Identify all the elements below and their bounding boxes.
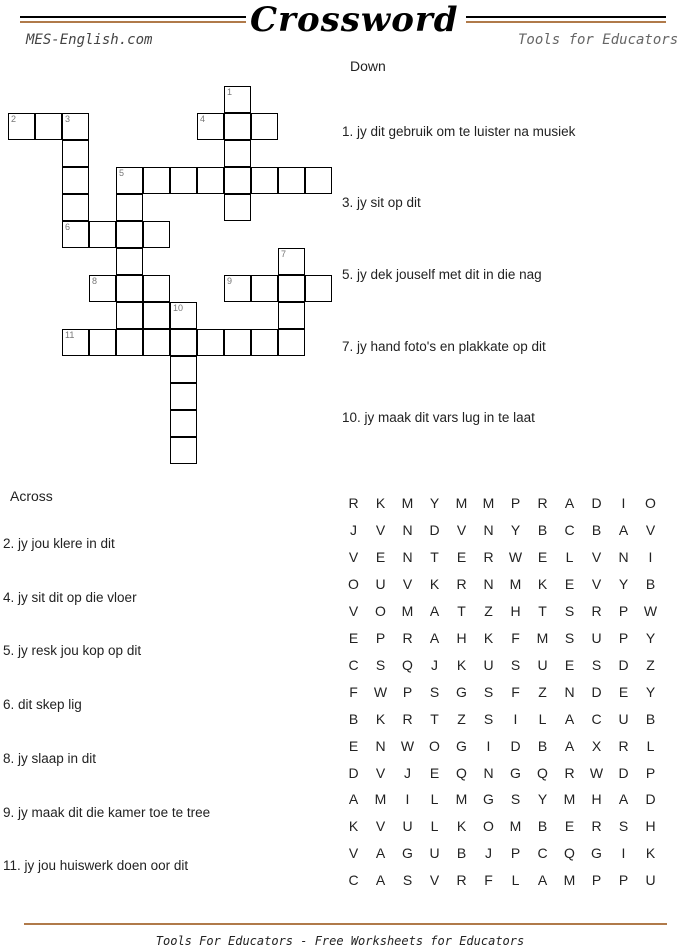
word-search-letter[interactable]: V (456, 521, 467, 538)
word-search-letter[interactable]: O (429, 737, 440, 754)
word-search-letter[interactable]: G (483, 791, 494, 808)
word-search-letter[interactable]: W (400, 737, 415, 754)
word-search-letter[interactable]: D (618, 764, 629, 781)
word-search-letter[interactable]: G (591, 845, 602, 862)
clue-number: 9 (227, 276, 233, 286)
word-search-letter[interactable]: K (645, 845, 656, 862)
crossword-cell[interactable] (143, 221, 170, 248)
crossword-cell[interactable] (116, 329, 143, 356)
word-search-letter[interactable]: U (402, 818, 413, 835)
word-search-letter[interactable]: G (456, 683, 467, 700)
crossword-cell[interactable] (251, 167, 278, 194)
clue-number: 1 (227, 87, 233, 97)
word-search-row (340, 872, 664, 888)
word-search-letter[interactable]: R (456, 575, 467, 592)
crossword-cell[interactable] (251, 329, 278, 356)
word-search-letter[interactable]: L (430, 791, 439, 808)
word-search-letter[interactable]: S (510, 791, 521, 808)
word-search-letter[interactable]: C (537, 845, 548, 862)
crossword-cell[interactable] (116, 167, 143, 194)
crossword-cell[interactable] (143, 275, 170, 302)
word-search-letter[interactable]: M (455, 791, 468, 808)
word-search-letter[interactable]: K (348, 818, 359, 835)
down-clue: 5. jy dek jouself met dit in die nag (342, 267, 542, 282)
word-search-letter[interactable]: F (349, 683, 358, 700)
word-search-letter[interactable]: R (483, 548, 494, 565)
header-rule-left-accent (20, 21, 246, 23)
word-search-letter[interactable]: M (509, 818, 522, 835)
crossword-cell[interactable] (116, 275, 143, 302)
word-search-letter[interactable]: J (404, 764, 411, 781)
word-search-letter[interactable]: Z (538, 683, 547, 700)
word-search-letter[interactable]: Y (537, 791, 548, 808)
word-search-letter[interactable]: E (564, 575, 575, 592)
word-search-letter[interactable]: G (402, 845, 413, 862)
word-search-letter[interactable]: F (484, 872, 493, 889)
word-search-letter[interactable]: B (456, 845, 467, 862)
word-search-letter[interactable]: V (645, 521, 656, 538)
word-search-letter[interactable]: R (348, 495, 359, 511)
word-search-letter[interactable]: W (373, 683, 388, 700)
clue-number: 7 (281, 249, 287, 259)
word-search-letter[interactable]: S (564, 602, 575, 619)
word-search-letter[interactable]: I (513, 710, 518, 727)
word-search-letter[interactable]: W (643, 602, 658, 619)
word-search-letter[interactable]: L (511, 872, 520, 889)
crossword-cell[interactable] (116, 302, 143, 329)
word-search-row (340, 738, 664, 754)
word-search-letter[interactable]: L (565, 548, 574, 565)
word-search-letter[interactable]: R (402, 710, 413, 727)
word-search-letter[interactable]: D (429, 521, 440, 538)
word-search-letter[interactable]: O (645, 495, 656, 511)
word-search-letter[interactable]: H (510, 602, 521, 619)
crossword-cell[interactable] (224, 275, 251, 302)
word-search-letter[interactable]: S (510, 656, 521, 673)
word-search-letter[interactable]: E (348, 629, 359, 646)
word-search-letter[interactable]: K (537, 575, 548, 592)
word-search-letter[interactable]: I (621, 495, 626, 511)
clue-number: 11 (65, 330, 75, 340)
word-search-letter[interactable]: T (430, 548, 439, 565)
word-search-letter[interactable]: S (429, 683, 440, 700)
word-search-letter[interactable]: S (591, 656, 602, 673)
word-search-letter[interactable]: I (486, 737, 491, 754)
word-search-letter[interactable]: P (645, 764, 656, 781)
crossword-cell[interactable] (305, 167, 332, 194)
crossword-cell[interactable] (89, 329, 116, 356)
word-search-letter[interactable]: U (537, 656, 548, 673)
across-clue: 5. jy resk jou kop op dit (3, 643, 142, 658)
word-search-letter[interactable]: R (537, 495, 548, 511)
word-search-letter[interactable]: P (375, 629, 386, 646)
word-search-letter[interactable]: M (374, 791, 387, 808)
clue-number: 3 (65, 114, 71, 124)
crossword-cell[interactable] (224, 194, 251, 221)
across-clue: 11. jy jou huiswerk doen oor dit (3, 858, 189, 873)
crossword-cell[interactable] (197, 167, 224, 194)
crossword-cell[interactable] (8, 113, 35, 140)
word-search-row (340, 818, 664, 834)
crossword-cell[interactable] (251, 275, 278, 302)
crossword-cell[interactable] (305, 275, 332, 302)
word-search-letter[interactable]: A (429, 602, 440, 619)
across-heading: Across (10, 488, 53, 504)
word-search-letter[interactable]: K (375, 495, 386, 511)
word-search-letter[interactable]: E (537, 548, 548, 565)
word-search-letter[interactable]: G (510, 764, 521, 781)
word-search-letter[interactable]: P (618, 602, 629, 619)
word-search-letter[interactable]: E (564, 656, 575, 673)
brand-right: Tools for Educators (518, 32, 679, 48)
word-search-letter[interactable]: F (511, 683, 520, 700)
word-search-row (340, 657, 664, 673)
crossword-cell[interactable] (278, 329, 305, 356)
word-search-letter[interactable]: K (375, 710, 386, 727)
word-search-letter[interactable]: S (483, 683, 494, 700)
word-search-letter[interactable]: C (591, 710, 602, 727)
word-search-letter[interactable]: K (483, 629, 494, 646)
crossword-cell[interactable] (278, 275, 305, 302)
word-search-letter[interactable]: R (591, 818, 602, 835)
word-search-letter[interactable]: C (348, 656, 359, 673)
crossword-cell[interactable] (89, 221, 116, 248)
word-search-letter[interactable]: V (375, 521, 386, 538)
word-search-letter[interactable]: B (537, 818, 548, 835)
word-search-letter[interactable]: L (430, 818, 439, 835)
word-search-letter[interactable]: Y (510, 521, 521, 538)
word-search-letter[interactable]: X (591, 737, 602, 754)
word-search-letter[interactable]: V (402, 575, 413, 592)
word-search-letter[interactable]: R (456, 872, 467, 889)
down-heading: Down (350, 58, 386, 74)
word-search-letter[interactable]: N (483, 764, 494, 781)
clue-number: 8 (92, 276, 98, 286)
word-search-letter[interactable]: A (375, 845, 386, 862)
word-search-letter[interactable]: P (618, 872, 629, 889)
word-search-letter[interactable]: Y (618, 575, 629, 592)
word-search-letter[interactable]: N (483, 521, 494, 538)
crossword-cell[interactable] (62, 194, 89, 221)
word-search-letter[interactable]: A (429, 629, 440, 646)
word-search-letter[interactable]: C (564, 521, 575, 538)
word-search-letter[interactable]: W (589, 764, 604, 781)
crossword-cell[interactable] (143, 302, 170, 329)
header-rule-left (20, 16, 246, 18)
across-clue: 6. dit skep lig (3, 697, 82, 712)
word-search-row (340, 549, 664, 565)
word-search-row (340, 630, 664, 646)
crossword-cell[interactable] (224, 113, 251, 140)
word-search-letter[interactable]: Q (564, 845, 575, 862)
header-rule-right (466, 16, 666, 18)
word-search-letter[interactable]: J (431, 656, 438, 673)
word-search-letter[interactable]: D (645, 791, 656, 808)
word-search-letter[interactable]: V (348, 845, 359, 862)
word-search-letter[interactable]: T (430, 710, 439, 727)
word-search-letter[interactable]: S (483, 710, 494, 727)
word-search-letter[interactable]: B (645, 575, 656, 592)
header-rule-right-accent (466, 21, 666, 23)
crossword-cell[interactable] (224, 140, 251, 167)
word-search-letter[interactable]: I (405, 791, 410, 808)
word-search-letter[interactable]: V (429, 872, 440, 889)
clue-number: 4 (200, 114, 206, 124)
crossword-cell[interactable] (224, 167, 251, 194)
word-search-letter[interactable]: M (563, 791, 576, 808)
word-search-letter[interactable]: V (591, 575, 602, 592)
word-search-letter[interactable]: Q (402, 656, 413, 673)
crossword-cell[interactable] (251, 113, 278, 140)
word-search-letter[interactable]: B (537, 737, 548, 754)
crossword-cell[interactable] (62, 221, 89, 248)
crossword-cell[interactable] (197, 329, 224, 356)
crossword-cell[interactable] (170, 329, 197, 356)
word-search-letter[interactable]: O (483, 818, 494, 835)
word-search-letter[interactable]: B (348, 710, 359, 727)
word-search-letter[interactable]: M (563, 872, 576, 889)
word-search-letter[interactable]: W (508, 548, 523, 565)
word-search-row (340, 603, 664, 619)
word-search-letter[interactable]: M (509, 575, 522, 592)
down-clue: 7. jy hand foto's en plakkate op dit (342, 339, 546, 354)
word-search-letter[interactable]: O (348, 575, 359, 592)
word-search-letter[interactable]: V (591, 548, 602, 565)
word-search-letter[interactable]: Z (457, 710, 466, 727)
crossword-cell[interactable] (170, 356, 197, 383)
word-search-row (340, 845, 664, 861)
word-search-letter[interactable]: U (618, 710, 629, 727)
crossword-cell[interactable] (143, 329, 170, 356)
word-search-letter[interactable]: I (648, 548, 653, 565)
word-search-letter[interactable]: D (591, 683, 602, 700)
word-search-letter[interactable]: Z (484, 602, 493, 619)
footer-text: Tools For Educators - Free Worksheets for Educators (155, 934, 525, 948)
crossword-cell[interactable] (170, 410, 197, 437)
word-search-letter[interactable]: L (646, 737, 655, 754)
word-search-letter[interactable]: E (375, 548, 386, 565)
brand-left: MES-English.com (26, 32, 153, 48)
word-search-letter[interactable]: P (618, 629, 629, 646)
crossword-cell[interactable] (170, 437, 197, 464)
word-search-letter[interactable]: L (538, 710, 547, 727)
across-clue: 9. jy maak dit die kamer toe te tree (3, 805, 211, 820)
crossword-cell[interactable] (278, 167, 305, 194)
word-search-letter[interactable]: M (401, 495, 414, 511)
word-search-letter[interactable]: B (537, 521, 548, 538)
word-search-letter[interactable]: A (618, 521, 629, 538)
page-title: Crossword (250, 0, 459, 40)
word-search-letter[interactable]: U (645, 872, 656, 889)
word-search-row (340, 791, 664, 807)
crossword-cell[interactable] (116, 194, 143, 221)
word-search-letter[interactable]: S (402, 872, 413, 889)
across-clue: 4. jy sit dit op die vloer (3, 590, 137, 605)
crossword-cell[interactable] (170, 167, 197, 194)
crossword-cell[interactable] (170, 383, 197, 410)
word-search-letter[interactable]: Z (646, 656, 655, 673)
word-search-letter[interactable]: Y (429, 495, 440, 511)
clue-number: 5 (119, 168, 125, 178)
word-search-letter[interactable]: M (536, 629, 549, 646)
word-search-letter[interactable]: F (511, 629, 520, 646)
word-search-letter[interactable]: V (348, 548, 359, 565)
word-search-letter[interactable]: D (348, 764, 359, 781)
footer-rule (24, 923, 667, 925)
crossword-cell[interactable] (62, 113, 89, 140)
word-search-letter[interactable]: K (456, 656, 467, 673)
crossword-cell[interactable] (62, 329, 89, 356)
word-search-letter[interactable]: V (375, 818, 386, 835)
word-search-letter[interactable]: N (564, 683, 575, 700)
word-search-letter[interactable]: A (564, 495, 575, 511)
word-search-row (340, 522, 664, 538)
word-search-letter[interactable]: E (456, 548, 467, 565)
word-search-letter[interactable]: K (429, 575, 440, 592)
word-search-letter[interactable]: P (591, 872, 602, 889)
crossword-cell[interactable] (224, 86, 251, 113)
word-search-row (340, 711, 664, 727)
word-search-row (340, 495, 664, 511)
clue-number: 10 (173, 303, 184, 313)
word-search-letter[interactable]: N (402, 521, 413, 538)
crossword-cell[interactable] (89, 275, 116, 302)
crossword-cell[interactable] (170, 302, 197, 329)
word-search-letter[interactable]: E (429, 764, 440, 781)
word-search-letter[interactable]: B (645, 710, 656, 727)
word-search-letter[interactable]: J (485, 845, 492, 862)
word-search-letter[interactable]: D (591, 495, 602, 511)
word-search-letter[interactable]: T (457, 602, 466, 619)
across-clue: 8. jy slaap in dit (3, 751, 97, 766)
clue-number: 2 (11, 114, 17, 124)
word-search-letter[interactable]: C (348, 872, 359, 889)
crossword-cell[interactable] (278, 248, 305, 275)
word-search-letter[interactable]: Q (456, 764, 467, 781)
word-search-row (340, 765, 664, 781)
crossword-cell[interactable] (143, 167, 170, 194)
word-search-letter[interactable]: R (564, 764, 575, 781)
word-search-letter[interactable]: U (483, 656, 494, 673)
crossword-cell[interactable] (62, 167, 89, 194)
word-search-letter[interactable]: D (618, 656, 629, 673)
word-search-letter[interactable]: M (482, 495, 495, 511)
word-search-letter[interactable]: P (510, 495, 521, 511)
word-search-letter[interactable]: A (618, 791, 629, 808)
word-search-letter[interactable]: H (456, 629, 467, 646)
crossword-cell[interactable] (278, 302, 305, 329)
word-search-letter[interactable]: M (455, 495, 468, 511)
word-search-letter[interactable]: P (402, 683, 413, 700)
crossword-cell[interactable] (116, 221, 143, 248)
word-search-letter[interactable]: J (350, 521, 357, 538)
word-search-letter[interactable]: N (483, 575, 494, 592)
word-search-letter[interactable]: I (621, 845, 626, 862)
word-search-letter[interactable]: N (375, 737, 386, 754)
clue-number: 6 (65, 222, 71, 232)
word-search-letter[interactable]: R (618, 737, 629, 754)
word-search-letter[interactable]: M (401, 602, 414, 619)
word-search-letter[interactable]: Y (645, 629, 656, 646)
word-search-letter[interactable]: S (564, 629, 575, 646)
word-search-letter[interactable]: T (538, 602, 547, 619)
word-search-letter[interactable]: V (348, 602, 359, 619)
word-search-letter[interactable]: Q (537, 764, 548, 781)
word-search-letter[interactable]: D (510, 737, 521, 754)
word-search-letter[interactable]: U (429, 845, 440, 862)
word-search-letter[interactable]: S (618, 818, 629, 835)
down-clue: 1. jy dit gebruik om te luister na musiek (342, 124, 576, 139)
down-clue: 3. jy sit op dit (342, 195, 421, 210)
word-search-letter[interactable]: E (348, 737, 359, 754)
word-search-letter[interactable]: E (564, 818, 575, 835)
crossword-cell[interactable] (197, 113, 224, 140)
word-search-letter[interactable]: Y (645, 683, 656, 700)
word-search-letter[interactable]: H (591, 791, 602, 808)
word-search-letter[interactable]: A (564, 737, 575, 754)
crossword-cell[interactable] (116, 248, 143, 275)
word-search-letter[interactable]: E (618, 683, 629, 700)
down-clue: 10. jy maak dit vars lug in te laat (342, 410, 535, 425)
word-search-letter[interactable]: O (375, 602, 386, 619)
word-search-letter[interactable]: U (591, 629, 602, 646)
word-search-letter[interactable]: S (375, 656, 386, 673)
across-clue: 2. jy jou klere in dit (3, 536, 115, 551)
word-search-letter[interactable]: P (510, 845, 521, 862)
word-search-row (340, 684, 664, 700)
word-search-letter[interactable]: A (564, 710, 575, 727)
word-search-letter[interactable]: N (618, 548, 629, 565)
word-search-letter[interactable]: H (645, 818, 656, 835)
word-search-letter[interactable]: R (591, 602, 602, 619)
word-search-row (340, 576, 664, 592)
word-search-letter[interactable]: R (402, 629, 413, 646)
word-search-letter[interactable]: V (375, 764, 386, 781)
word-search-letter[interactable]: U (375, 575, 386, 592)
word-search-letter[interactable]: A (348, 791, 359, 808)
crossword-cell[interactable] (35, 113, 62, 140)
word-search-letter[interactable]: N (402, 548, 413, 565)
crossword-cell[interactable] (224, 329, 251, 356)
word-search-letter[interactable]: K (456, 818, 467, 835)
word-search-letter[interactable]: A (537, 872, 548, 889)
word-search-letter[interactable]: G (456, 737, 467, 754)
word-search-letter[interactable]: B (591, 521, 602, 538)
crossword-cell[interactable] (62, 140, 89, 167)
word-search-letter[interactable]: A (375, 872, 386, 889)
